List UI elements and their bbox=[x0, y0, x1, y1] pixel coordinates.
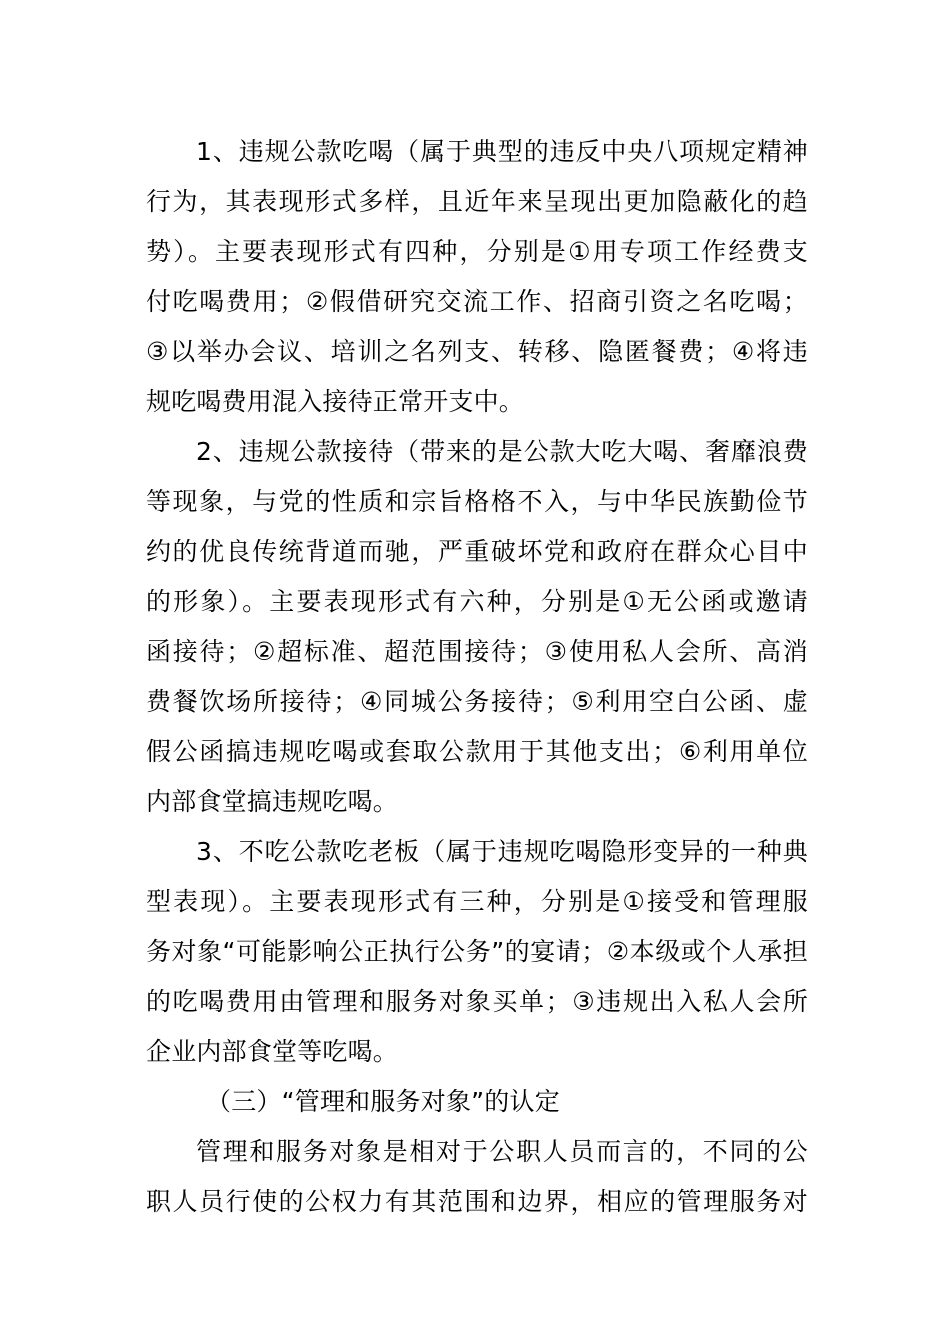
section-heading: （三）“管理和服务对象”的认定 bbox=[206, 1087, 560, 1116]
paragraph-line: 企业内部食堂等吃喝。 bbox=[146, 1037, 399, 1066]
paragraph-line: 务对象“可能影响公正执行公务”的宴请；②本级或个人承担 bbox=[146, 937, 808, 966]
paragraph-line: 型表现）。主要表现形式有三种，分别是①接受和管理服 bbox=[146, 887, 808, 916]
paragraph-line: 内部食堂搞违规吃喝。 bbox=[146, 787, 399, 816]
paragraph-line: 付吃喝费用；②假借研究交流工作、招商引资之名吃喝； bbox=[146, 287, 808, 316]
paragraph-line: 管理和服务对象是相对于公职人员而言的，不同的公 bbox=[196, 1137, 808, 1166]
paragraph-line: ③以举办会议、培训之名列支、转移、隐匿餐费；④将违 bbox=[146, 337, 808, 366]
paragraph-line: 势）。主要表现形式有四种，分别是①用专项工作经费支 bbox=[146, 237, 808, 266]
paragraph-line: 1、违规公款吃喝（属于典型的违反中央八项规定精神 bbox=[196, 137, 808, 166]
paragraph-line: 等现象，与党的性质和宗旨格格不入，与中华民族勤俭节 bbox=[146, 487, 808, 516]
paragraph-line: 职人员行使的公权力有其范围和边界，相应的管理服务对 bbox=[146, 1187, 808, 1216]
paragraph-line: 约的优良传统背道而驰，严重破坏党和政府在群众心目中 bbox=[146, 537, 808, 566]
document-body bbox=[146, 127, 808, 1227]
paragraph-line: 的吃喝费用由管理和服务对象买单；③违规出入私人会所 bbox=[146, 987, 808, 1016]
paragraph-line: 费餐饮场所接待；④同城公务接待；⑤利用空白公函、虚 bbox=[146, 687, 808, 716]
paragraph-line: 假公函搞违规吃喝或套取公款用于其他支出；⑥利用单位 bbox=[146, 737, 808, 766]
paragraph-line: 函接待；②超标准、超范围接待；③使用私人会所、高消 bbox=[146, 637, 808, 666]
paragraph-line: 规吃喝费用混入接待正常开支中。 bbox=[146, 387, 525, 416]
paragraph-line: 行为，其表现形式多样，且近年来呈现出更加隐蔽化的趋 bbox=[146, 187, 808, 216]
paragraph-line: 2、违规公款接待（带来的是公款大吃大喝、奢靡浪费 bbox=[196, 437, 808, 466]
paragraph-line: 3、不吃公款吃老板（属于违规吃喝隐形变异的一种典 bbox=[196, 837, 808, 866]
paragraph-line: 的形象）。主要表现形式有六种，分别是①无公函或邀请 bbox=[146, 587, 808, 616]
